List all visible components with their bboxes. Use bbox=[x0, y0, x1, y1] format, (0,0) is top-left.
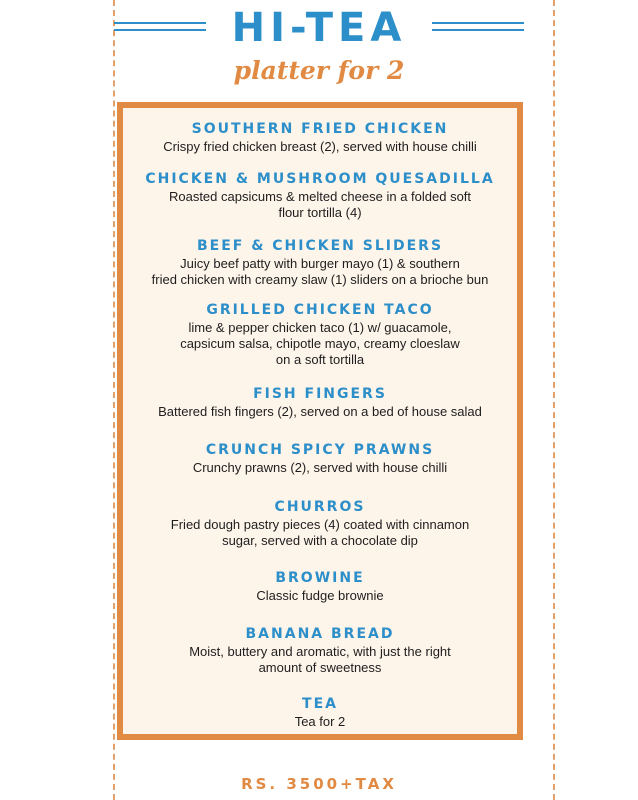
menu-item-description bbox=[123, 517, 517, 549]
menu-item-name: BEEF & CHICKEN SLIDERS bbox=[196, 238, 444, 254]
menu-item bbox=[123, 301, 517, 368]
menu-item bbox=[123, 498, 517, 549]
description-line: Roasted capsicums & melted cheese in a folded soft bbox=[168, 189, 472, 204]
right-dashed-border bbox=[553, 0, 555, 800]
description-line: Moist, buttery and aromatic, with just the right bbox=[189, 644, 451, 659]
menu-item-description bbox=[123, 714, 517, 730]
description-line: capsicum salsa, chipotle mayo, creamy cloeslaw bbox=[180, 336, 460, 351]
description-line: Juicy beef patty with burger mayo (1) & southern bbox=[180, 256, 460, 271]
menu-title: HI-TEA bbox=[231, 5, 407, 51]
menu-item bbox=[123, 441, 517, 476]
description-line: flour tortilla (4) bbox=[278, 205, 362, 220]
description-line: lime & pepper chicken taco (1) w/ guacamole, bbox=[188, 320, 452, 335]
menu-item-name: BROWINE bbox=[275, 570, 365, 586]
menu-item-name: FISH FINGERS bbox=[253, 386, 387, 402]
menu-item bbox=[123, 385, 517, 420]
description-line: Tea for 2 bbox=[294, 714, 346, 729]
price-label: RS. 3500+TAX bbox=[241, 775, 397, 793]
menu-item-description bbox=[123, 256, 517, 288]
menu-item bbox=[123, 625, 517, 676]
menu-item-name: BANANA BREAD bbox=[245, 626, 395, 642]
menu-item-description bbox=[123, 404, 517, 420]
menu-subtitle: platter for 2 bbox=[233, 56, 405, 85]
menu-item bbox=[123, 237, 517, 288]
description-line: amount of sweetness bbox=[258, 660, 382, 675]
menu-item-name: CHURROS bbox=[274, 499, 366, 515]
menu-item-description bbox=[123, 644, 517, 676]
description-line: Fried dough pastry pieces (4) coated with cinnamon bbox=[170, 517, 470, 532]
menu-item-description bbox=[123, 588, 517, 604]
description-line: sugar, served with a chocolate dip bbox=[222, 533, 418, 548]
description-line: Crispy fried chicken breast (2), served with house chilli bbox=[163, 139, 477, 154]
menu-item-name: CHICKEN & MUSHROOM QUESADILLA bbox=[145, 171, 495, 187]
menu-item bbox=[123, 120, 517, 155]
description-line: Classic fudge brownie bbox=[256, 588, 384, 603]
description-line: fried chicken with creamy slaw (1) sliders on a brioche bun bbox=[151, 272, 489, 287]
description-line: Crunchy prawns (2), served with house chilli bbox=[192, 460, 448, 475]
menu-item-name: SOUTHERN FRIED CHICKEN bbox=[191, 121, 449, 137]
description-line: on a soft tortilla bbox=[275, 352, 365, 367]
menu-item bbox=[123, 569, 517, 604]
menu-item-description bbox=[123, 139, 517, 155]
menu-item bbox=[123, 170, 517, 221]
menu-item-description bbox=[123, 460, 517, 476]
menu-item-description bbox=[123, 189, 517, 221]
menu-item-name: CRUNCH SPICY PRAWNS bbox=[205, 442, 435, 458]
menu-item bbox=[123, 695, 517, 730]
menu-panel bbox=[117, 102, 523, 740]
description-line: Battered fish fingers (2), served on a bed of house salad bbox=[158, 404, 482, 419]
menu-item-name: TEA bbox=[302, 696, 338, 712]
left-dashed-border bbox=[113, 0, 115, 800]
menu-item-description bbox=[123, 320, 517, 368]
menu-item-name: GRILLED CHICKEN TACO bbox=[206, 302, 434, 318]
